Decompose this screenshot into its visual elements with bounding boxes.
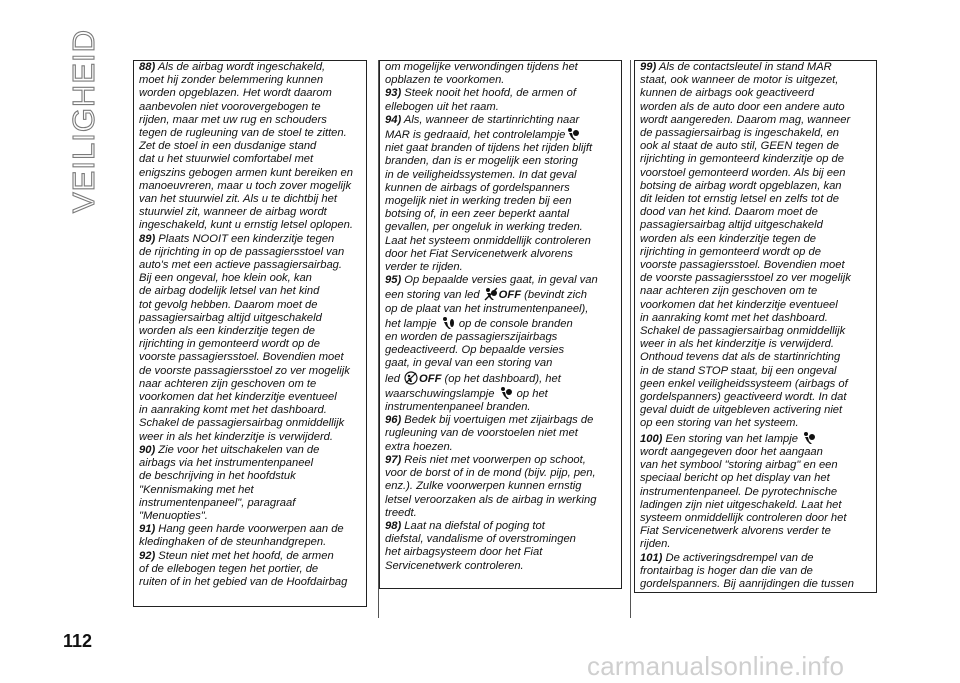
- airbag-off-led-icon: [404, 371, 418, 385]
- note-number: 98): [385, 519, 402, 532]
- note-92-continued: om mogelijke verwondingen tijdens het opblazen te voorkomen.: [385, 61, 578, 87]
- column-middle: [379, 60, 622, 589]
- note-92: [139, 550, 362, 590]
- column-right: [634, 60, 877, 593]
- note-number: 101): [640, 551, 663, 564]
- side-airbag-warning-icon: [441, 316, 455, 330]
- note-number: 97): [385, 453, 402, 466]
- note-98: [385, 520, 617, 573]
- column-divider: [630, 60, 631, 618]
- note-number: 89): [139, 232, 156, 245]
- note-number: 93): [385, 87, 402, 100]
- note-number: 88): [139, 61, 156, 73]
- note-93: [385, 87, 617, 113]
- note-text: Laat na diefstal of poging tot diefstal, vandalisme of overstromingen het airbagsysteem door het Fiat Servicenetwerk controleren.: [385, 519, 576, 572]
- note-number: 91): [139, 523, 156, 536]
- airbag-warning-icon: [499, 386, 513, 400]
- off-label: OFF: [498, 289, 522, 302]
- note-99: [640, 61, 872, 431]
- note-90: [139, 444, 362, 523]
- note-94: [385, 114, 617, 274]
- section-title-text: VEILIGHEID: [66, 29, 101, 213]
- passenger-airbag-off-icon: [484, 287, 498, 301]
- note-text: wordt aangegeven door het aangaan van het symbool "storing airbag" en een speciaal bericht op het display van het instrumentenpaneel. De pyrotechnische ladingen zijn niet uitgeschakeld. Laat het systeem onmiddellijk controleren door het Fiat Servicenetwerk alvorens verder te rijden.: [640, 445, 847, 551]
- note-text: (op het dashboard), het waarschuwingslampje: [385, 372, 561, 400]
- note-text: op het instrumentenpaneel branden.: [385, 387, 548, 414]
- note-number: 94): [385, 113, 402, 126]
- note-number: 92): [139, 549, 156, 562]
- note-text: Op bepaalde versies gaat, in geval van een storing van led: [385, 274, 598, 302]
- note-text: Steun niet met het hoofd, de armen of de ellebogen tegen het portier, de ruiten of in het gebied van de Hoofdairbag: [139, 549, 348, 588]
- note-88: [139, 61, 362, 233]
- airbag-warning-icon: [802, 431, 816, 445]
- note-text: Als de airbag wordt ingeschakeld, moet hij zonder belemmering kunnen worden opgeblazen. Het wordt daarom aanbevolen niet voorovergebogen te rijden, maar met uw rug en schouders tegen de rugleuning van de stoel te zitten. Zet de stoel in een dusdanige stand dat u het stuurwiel comfortabel met enigszins gebogen armen kunt bereiken en manoeuvreren, maar u toch zover mogelijk van het stuurwiel zit. Als u te dichtbij het stuurwiel zit, wanneer de airbag wordt ingeschakeld, kunt u ernstig letsel oplopen.: [139, 61, 353, 232]
- note-text: Als de contactsleutel in stand MAR staat, ook wanneer de motor is uitgezet, kunnen de airbags ook geactiveerd worden als de auto door een andere auto wordt aangereden. Daarom mag, wanneer de passagiersairbag is ingeschakeld, en ook al staat de auto stil, GEEN tegen de rijrichting in gemonteerd kinderzitje op de voorstoel gemonteerd worden. Als bij een botsing de airbag wordt opgeblazen, kan dit leiden tot ernstig letsel en zelfs tot de dood van het kind. Daarom moet de passagiersairbag altijd uitgeschakeld worden als een kinderzitje tegen de rijrichting in gemonteerd wordt op de voorste passagiersstoel. Bovendien moet de voorste passagiersstoel zo ver mogelijk naar achteren zijn geschoven om te voorkomen dat het kinderzitje eventueel in aanraking komt met het dashboard. Schakel de passagiersairbag onmiddellijk weer in als het kinderzitje is verwijderd. Onthoud tevens dat als de startinrichting in de stand STOP staat, bij een ongeval geen enkel veiligheidssysteem (airbags of gordelspanners) geactiveerd wordt. In dat geval duidt de uitgebleven activering niet op een storing van het systeem.: [640, 61, 851, 430]
- note-number: 99): [640, 61, 657, 73]
- note-89: [139, 233, 362, 444]
- note-number: 90): [139, 443, 156, 456]
- note-text: Hang geen harde voorwerpen aan de kledinghaken of de steunhandgrepen.: [139, 523, 344, 549]
- note-text: (bevindt zich op de plaat van het instrumentenpaneel), het lampje: [385, 289, 589, 330]
- page-number: 112: [63, 631, 93, 651]
- note-text: op de console branden en worden de passagierszijairbags gedeactiveerd. Op bepaalde versies gaat, in geval van een storing van led: [385, 317, 573, 385]
- note-number: 100): [640, 432, 663, 445]
- note-text: niet gaat branden of tijdens het rijden blijft branden, dan is er mogelijk een storing in de veiligheidssystemen. In dat geval kunnen de airbags of gordelspanners mogelijk niet in werking treden bij een botsing of, in een zeer beperkt aantal gevallen, per ongeluk in werking treden. Laat het systeem onmiddellijk controleren door het Fiat Servicenetwerk alvorens verder te rijden.: [385, 142, 593, 274]
- note-text: Zie voor het uitschakelen van de airbags via het instrumentenpaneel de beschrijving in het hoofdstuk "Kennismaking met het instrumentenpaneel", paragraaf "Menuopties".: [139, 443, 320, 522]
- note-100: [640, 431, 872, 552]
- column-left: [133, 60, 367, 607]
- off-label: OFF: [419, 372, 442, 385]
- note-text: De activeringsdrempel van de frontairbag is hoger dan die van de gordelspanners. Bij aanrijdingen die tussen: [640, 551, 854, 590]
- note-96: [385, 414, 617, 454]
- note-text: Bedek bij voertuigen met zijairbags de rugleuning van de voorstoelen niet met extra hoezen.: [385, 414, 594, 453]
- note-101: [640, 552, 872, 592]
- airbag-warning-icon: [566, 127, 580, 141]
- note-text: Steek nooit het hoofd, de armen of ellebogen uit het raam.: [385, 87, 576, 113]
- note-97: [385, 454, 617, 520]
- note-95: [385, 274, 617, 414]
- note-91: [139, 523, 362, 549]
- note-text: Reis niet met voorwerpen op schoot, voor de borst of in de mond (bijv. pijp, pen, enz.). Zulke voorwerpen kunnen ernstig letsel veroorzaken als de airbag in werking treedt.: [385, 453, 597, 519]
- note-text: Plaats NOOIT een kinderzitje tegen de rijrichting in op de passagiersstoel van auto's met een actieve passagiersairbag. Bij een ongeval, hoe klein ook, kan de airbag dodelijk letsel van het kind tot gevolg hebben. Daarom moet de passagiersairbag altijd uitgeschakeld worden als een kinderzitje tegen de rijrichting in gemonteerd wordt op de voorste passagiersstoel. Bovendien moet de voorste passagiersstoel zo ver mogelijk naar achteren zijn geschoven om te voorkomen dat het kinderzitje eventueel in aanraking komt met het dashboard. Schakel de passagiersairbag onmiddellijk weer in als het kinderzitje is verwijderd.: [139, 232, 350, 443]
- section-title: [64, 29, 104, 213]
- note-text: Als, wanneer de startinrichting naar MAR is gedraaid, het controlelampje: [385, 113, 580, 142]
- note-number: 95): [385, 274, 402, 287]
- watermark: carmanualsonline.info: [587, 651, 845, 681]
- note-number: 96): [385, 414, 402, 427]
- note-text: Een storing van het lampje: [662, 432, 802, 445]
